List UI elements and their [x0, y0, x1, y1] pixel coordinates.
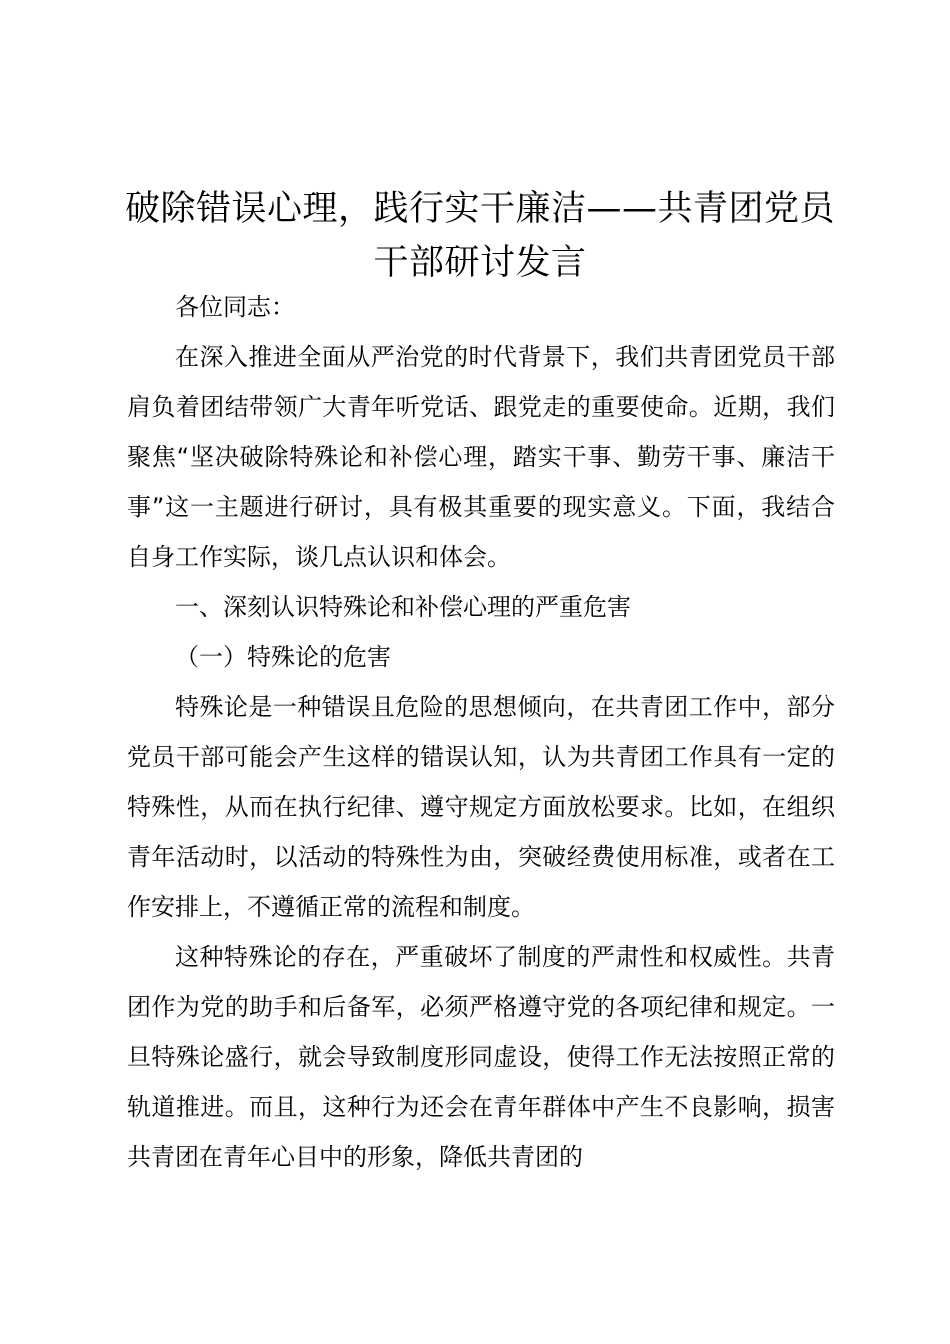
document-title: [110, 182, 850, 290]
subsection-heading-1: （一）特殊论的危害: [175, 643, 391, 671]
salutation: 各位同志：: [175, 293, 295, 321]
title-line-2: 干部研讨发言: [373, 243, 587, 283]
paragraph-intro: 在深入推进全面从严治党的时代背景下，我们共青团党员干部肩负着团结带领广大青年听党话、跟党走的重要使命。近期，我们聚焦“坚决破除特殊论和补偿心理，踏实干事、勤劳干事、廉洁干事”这一主题进行研讨，具有极其重要的现实意义。下面，我结合自身工作实际，谈几点认识和体会。: [127, 343, 835, 571]
section-heading-1: 一、深刻认识特殊论和补偿心理的严重危害: [175, 593, 631, 621]
document-body: [127, 282, 835, 1182]
paragraph-special-theory: 特殊论是一种错误且危险的思想倾向，在共青团工作中，部分党员干部可能会产生这样的错误认知，认为共青团工作具有一定的特殊性，从而在执行纪律、遵守规定方面放松要求。比如，在组织青年活动时，以活动的特殊性为由，突破经费使用标准，或者在工作安排上，不遵循正常的流程和制度。: [127, 693, 835, 921]
title-line-1: 破除错误心理，践行实干廉洁——共青团党员: [124, 189, 835, 229]
paragraph-special-theory-harm: 这种特殊论的存在，严重破坏了制度的严肃性和权威性。共青团作为党的助手和后备军，必须严格遵守党的各项纪律和规定。一旦特殊论盛行，就会导致制度形同虚设，使得工作无法按照正常的轨道推进。而且，这种行为还会在青年群体中产生不良影响，损害共青团在青年心目中的形象，降低共青团的: [127, 943, 835, 1171]
